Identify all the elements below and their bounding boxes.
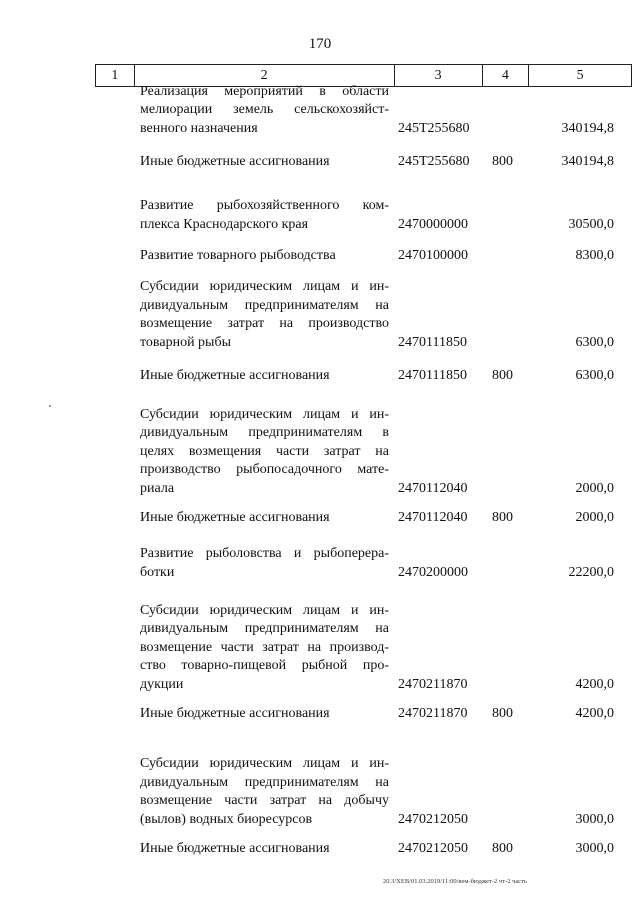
amount: 30500,0 <box>568 216 614 232</box>
amount: 4200,0 <box>575 676 614 692</box>
amount: 8300,0 <box>575 247 614 263</box>
target-code: 2470112040 <box>398 509 468 525</box>
row-description <box>140 406 389 498</box>
expense-type-code: 800 <box>492 509 513 525</box>
table-row <box>0 278 640 352</box>
description-line: мелиорации земель сельскохозяйст- <box>140 102 389 118</box>
table-row <box>0 406 640 498</box>
expense-type-code: 800 <box>492 840 513 856</box>
target-code: 2470212050 <box>398 811 468 827</box>
target-code: 2470100000 <box>398 247 468 263</box>
description-line: ство товарно-пищевой рыбной про- <box>140 658 389 674</box>
description-line: венного назначения <box>140 120 258 136</box>
description-line: товарной рыбы <box>140 334 231 350</box>
column-header-5: 5 <box>529 65 632 87</box>
amount: 6300,0 <box>575 367 614 383</box>
footer-note: 20.3/ХЕВ/01.03.2019/11:00/вем-бюджет-2 чт-2 часть <box>383 878 527 885</box>
description-line: Развитие рыболовства и рыбоперера- <box>140 546 389 562</box>
amount: 340194,8 <box>561 153 614 169</box>
target-code: 245Т255680 <box>398 120 470 136</box>
target-code: 2470211870 <box>398 676 468 692</box>
table-row <box>0 153 640 171</box>
description-line: Иные бюджетные ассигнования <box>140 840 330 856</box>
table-row <box>0 197 640 234</box>
amount: 340194,8 <box>561 120 614 136</box>
table-row <box>0 705 640 723</box>
table-row <box>0 83 640 138</box>
table-row <box>0 840 640 858</box>
row-description <box>140 83 389 138</box>
row-description <box>140 197 389 234</box>
description-line: Субсидии юридическим лицам и ин- <box>140 756 389 772</box>
row-description <box>140 705 389 723</box>
description-line: риала <box>140 480 175 496</box>
row-description <box>140 755 389 829</box>
amount: 3000,0 <box>575 811 614 827</box>
description-line: Развитие товарного рыбоводства <box>140 247 336 263</box>
description-line: дивидуальным предпринимателям на <box>140 297 389 313</box>
description-line: Субсидии юридическим лицам и ин- <box>140 407 389 422</box>
table-row <box>0 602 640 694</box>
description-line: Иные бюджетные ассигнования <box>140 509 330 525</box>
description-line: (вылов) водных биоресурсов <box>140 811 313 827</box>
amount: 22200,0 <box>568 564 614 580</box>
amount: 6300,0 <box>575 334 614 350</box>
column-header-4: 4 <box>482 65 529 87</box>
description-line: Субсидии юридическим лицам и ин- <box>140 603 389 618</box>
page-number: 170 <box>308 36 332 52</box>
description-line: плекса Краснодарского края <box>140 216 309 232</box>
row-description <box>140 247 389 265</box>
table-row <box>0 367 640 385</box>
description-line: целях возмещения части затрат на <box>140 443 389 459</box>
amount: 4200,0 <box>575 705 614 721</box>
table-row <box>0 509 640 527</box>
target-code: 245Т255680 <box>398 153 470 169</box>
column-header-2: 2 <box>134 65 394 87</box>
description-line: дивидуальным предпринимателям на <box>140 621 389 637</box>
target-code: 2470212050 <box>398 840 468 856</box>
table-row <box>0 545 640 582</box>
target-code: 2470112040 <box>398 480 468 496</box>
table-row <box>0 755 640 829</box>
row-description <box>140 367 389 385</box>
row-description <box>140 602 389 694</box>
amount: 2000,0 <box>575 509 614 525</box>
expense-type-code: 800 <box>492 705 513 721</box>
target-code: 2470111850 <box>398 367 467 383</box>
row-description <box>140 153 389 171</box>
description-line: Развитие рыбохозяйственного ком- <box>140 198 389 214</box>
row-description <box>140 840 389 858</box>
row-description <box>140 509 389 527</box>
target-code: 2470111850 <box>398 334 467 350</box>
description-line: производство рыбопосадочного мате- <box>140 462 389 478</box>
description-line: возмещение затрат на производство <box>140 316 389 332</box>
description-line: Реализация мероприятий в области <box>140 83 389 99</box>
amount: 3000,0 <box>575 840 614 856</box>
row-description <box>140 278 389 352</box>
column-header-1: 1 <box>96 65 135 87</box>
description-line: дивидуальным предпринимателям в <box>140 425 389 441</box>
expense-type-code: 800 <box>492 153 513 169</box>
description-line: Субсидии юридическим лицам и ин- <box>140 279 389 295</box>
description-line: возмещение части затрат на производ- <box>140 639 389 655</box>
target-code: 2470211870 <box>398 705 468 721</box>
description-line: Иные бюджетные ассигнования <box>140 153 330 169</box>
table-row <box>0 247 640 265</box>
row-description <box>140 545 389 582</box>
amount: 2000,0 <box>575 480 614 496</box>
description-line: дукции <box>140 676 184 692</box>
description-line: возмещение части затрат на добычу <box>140 793 389 809</box>
description-line: дивидуальным предпринимателям на <box>140 774 389 790</box>
margin-dot <box>49 405 51 407</box>
description-line: ботки <box>140 564 175 580</box>
expense-type-code: 800 <box>492 367 513 383</box>
description-line: Иные бюджетные ассигнования <box>140 705 330 721</box>
target-code: 2470200000 <box>398 564 468 580</box>
target-code: 2470000000 <box>398 216 468 232</box>
column-header-3: 3 <box>394 65 482 87</box>
description-line: Иные бюджетные ассигнования <box>140 367 330 383</box>
